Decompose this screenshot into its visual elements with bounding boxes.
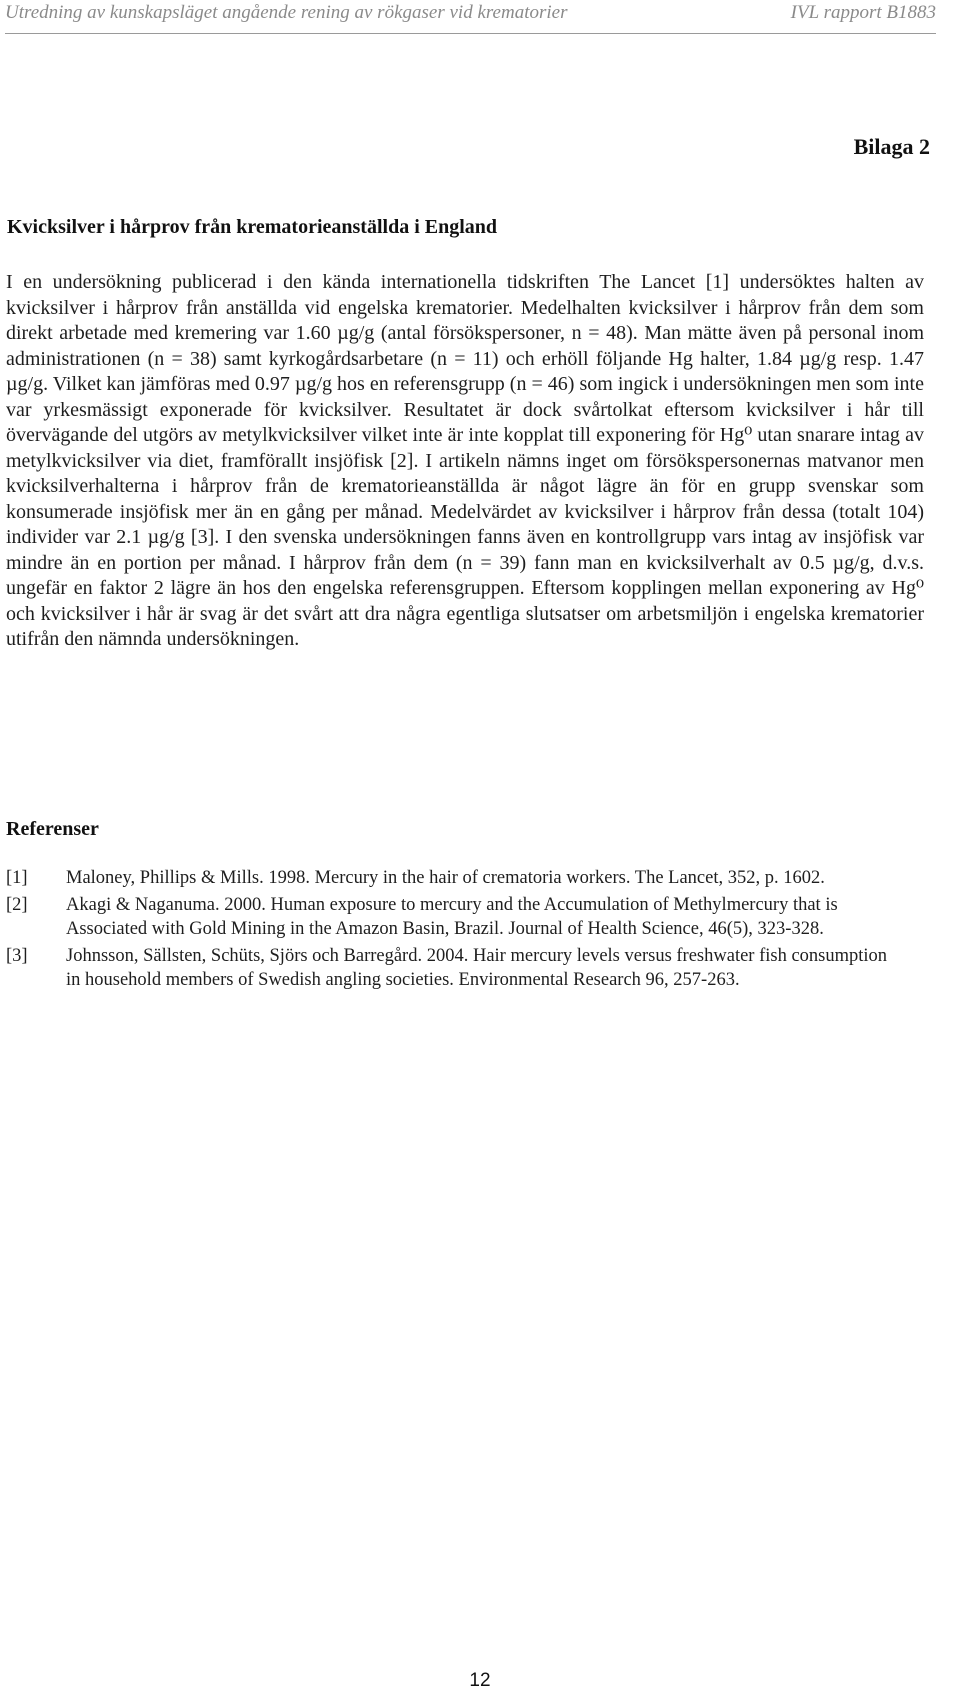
- page-number: 12: [469, 1670, 491, 1691]
- references-list: [6, 866, 906, 995]
- body-text: [6, 270, 924, 653]
- header-report-number: IVL rapport B1883: [790, 2, 936, 23]
- reference-number: [2]: [6, 894, 28, 915]
- reference-item: [6, 944, 906, 993]
- reference-text: Johnsson, Sällsten, Schüts, Sjörs och Barregård. 2004. Hair mercury levels versus freshwater fish consumption in household members of Swedish angling societies. Environmental Research 96, 257-263.: [66, 945, 888, 990]
- header-divider: [5, 33, 936, 34]
- appendix-label: Bilaga 2: [853, 134, 930, 159]
- reference-number: [1]: [6, 868, 28, 888]
- reference-number: [3]: [6, 945, 28, 966]
- running-header: [5, 2, 936, 32]
- reference-text: Akagi & Naganuma. 2000. Human exposure to mercury and the Accumulation of Methylmercury that is Associated with Gold Mining in the Amazon Basin, Brazil. Journal of Health Science, 46(5), 323-328.: [66, 894, 838, 939]
- header-report-title: Utredning av kunskapsläget angående rening av rökgaser vid krematorier: [5, 2, 568, 23]
- reference-item: [6, 893, 906, 942]
- references-title: Referenser: [6, 818, 99, 840]
- reference-item: [6, 866, 906, 891]
- section-title: Kvicksilver i hårprov från krematorieanställda i England: [7, 216, 498, 238]
- reference-text: Maloney, Phillips & Mills. 1998. Mercury in the hair of crematoria workers. The Lancet, 352, p. 1602.: [66, 868, 825, 888]
- body-paragraph: I en undersökning publicerad i den kända internationella tidskriften The Lancet [1] undersöktes halten av kvicksilver i hårprov från anställda vid engelska krematorier. Medelhalten kvicksilver i hårprov från dem som direkt arbetade med kremering var 1.60 µg/g (antal försökspersoner, n = 48). Man mätte även på personal inom administrationen (n = 38) samt kyrkogårdsarbetare (n = 11) och erhöll följande Hg halter, 1.84 µg/g resp. 1.47 µg/g. Vilket kan jämföras med 0.97 µg/g hos en referensgrupp (n = 46) som ingick i undersökningen men som inte var yrkesmässigt exponerade för kvicksilver. Resultatet är dock svårtolkat eftersom kvicksilver i hår till övervägande del utgörs av metylkvicksilver vilket inte är inte kopplat till exponering för Hg⁰ utan snarare intag av metylkvicksilver via diet, framförallt insjöfisk [2]. I artikeln nämns inget om försökspersonernas matvanor men kvicksilverhalterna i hårprov från de krematorieanställda är något lägre än för en grupp svenskar som konsumerade insjöfisk mer än en gång per månad. Medelvärdet av kvicksilver i hårprov från dessa (totalt 104) individer var 2.1 µg/g [3]. I den svenska undersökningen fanns även en kontrollgrupp vars intag av insjöfisk var mindre än en portion per månad. I hårprov från dem (n = 39) fann man en kvicksilverhalt av 0.5 µg/g, d.v.s. ungefär en faktor 2 lägre än hos den engelska referensgruppen. Eftersom kopplingen mellan exponering av Hg⁰ och kvicksilver i hår är svag är det svårt att dra några egentliga slutsatser om arbetsmiljön i engelska krematorier utifrån den nämnda undersökningen.: [6, 271, 924, 650]
